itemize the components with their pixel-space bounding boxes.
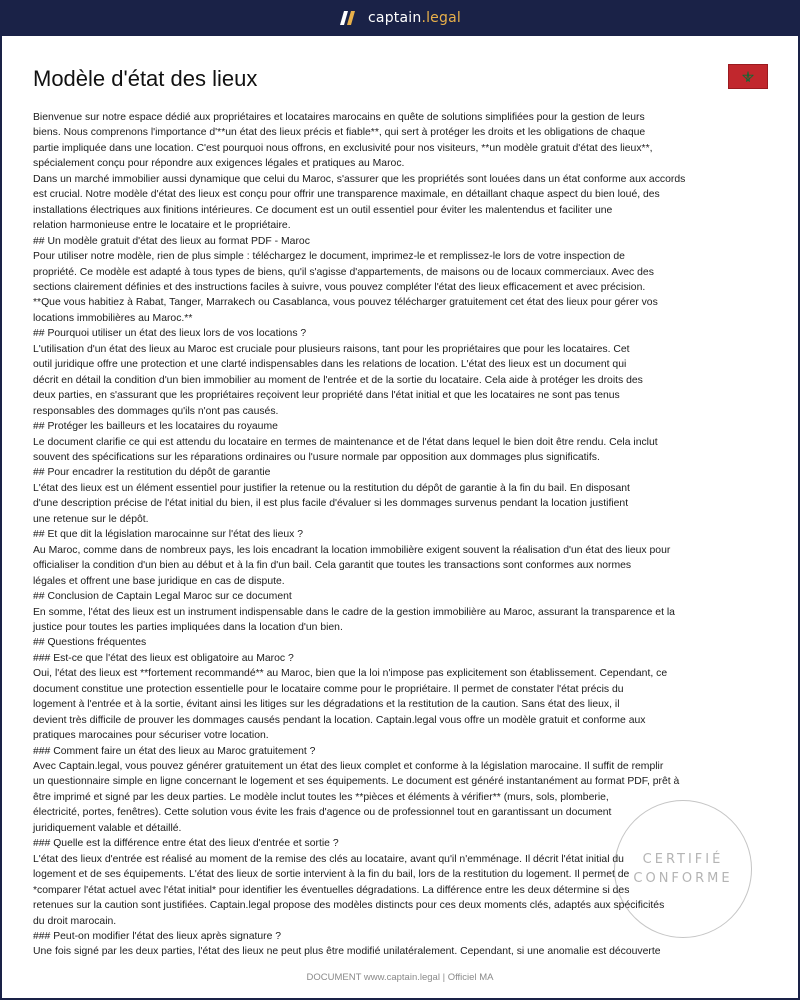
document-line: Le document clarifie ce qui est attendu du locataire en termes de maintenance et de l'état dans lequel le bien doit être rendu. Cela inclut xyxy=(33,436,658,448)
document-line: **Que vous habitiez à Rabat, Tanger, Marrakech ou Casablanca, vous pouvez télécharger gratuitement cet état des lieux pour gérer vos xyxy=(33,297,658,309)
document-line: L'état des lieux est un élément essentiel pour justifier la retenue ou la restitution du dépôt de garantie à la fin du bail. En disposant xyxy=(33,482,630,494)
document-line: d'une description précise de l'état initial du bien, il est plus facile d'évaluer si les dommages survenus pendant la location justifient xyxy=(33,498,629,510)
document-line: L'état des lieux d'entrée est réalisé au moment de la remise des clés au locataire, avant qu'il n'emménage. Il décrit l'état initial du xyxy=(33,853,624,865)
document-line: Dans un marché immobilier aussi dynamique que celui du Maroc, s'assurer que les propriétés sont louées dans un état conforme aux accords xyxy=(33,173,686,185)
document-line: deux parties, en s'assurant que les propriétaires reçoivent leur propriété dans l'état initial et que les locataires ne sont pas tenus xyxy=(33,390,620,402)
document-sheet xyxy=(2,36,798,998)
document-line: ## Questions fréquentes xyxy=(33,637,147,649)
document-body xyxy=(33,110,755,958)
document-line: une retenue sur le dépôt. xyxy=(33,513,149,525)
document-line: ### Quelle est la différence entre état des lieux d'entrée et sortie ? xyxy=(33,838,339,850)
document-line: outil juridique offre une protection et une clarté indispensables dans les relations de location. L'état des lieux est un document qui xyxy=(33,359,627,371)
document-line: L'utilisation d'un état des lieux au Maroc est cruciale pour plusieurs raisons, tant pour les propriétaires que pour les locataires. Cet xyxy=(33,343,630,355)
document-line: En somme, l'état des lieux est un instrument indispensable dans le cadre de la gestion immobilière au Maroc, assurant la transparence et la xyxy=(33,606,675,618)
flag-star-icon xyxy=(742,71,754,83)
document-line: électricité, portes, fenêtres). Cette solution vous évite les frais d'agence ou de professionnel tout en garantissant un document xyxy=(33,807,612,819)
document-line: retenues sur la caution sont justifiées. Captain.legal propose des modèles distincts pour ces deux moments clés, adaptés aux spécificités xyxy=(33,900,665,912)
document-line: ## Pour encadrer la restitution du dépôt de garantie xyxy=(33,467,271,479)
document-line: ### Peut-on modifier l'état des lieux après signature ? xyxy=(33,931,282,943)
stamp-line-1: CERTIFIÉ xyxy=(642,852,724,867)
document-line: logement à l'entrée et à la sortie, évitant ainsi les litiges sur les dégradations et la restitution de la caution. Sans état des lieux, il xyxy=(33,699,620,711)
document-line: spécialement conçu pour répondre aux exigences légales et pratiques au Maroc. xyxy=(33,158,405,170)
document-line: du droit marocain. xyxy=(33,915,117,927)
morocco-flag-icon xyxy=(728,64,768,89)
document-line: ### Est-ce que l'état des lieux est obligatoire au Maroc ? xyxy=(33,652,294,664)
document-line: décrit en détail la condition d'un bien immobilier au moment de l'entrée et de la sortie du locataire. Cela aide à protéger les droits des xyxy=(33,374,643,386)
document-line: Pour utiliser notre modèle, rien de plus simple : téléchargez le document, imprimez-le et remplissez-le lors de votre inspection de xyxy=(33,251,625,263)
document-line: relation harmonieuse entre le locataire et le propriétaire. xyxy=(33,220,291,232)
document-line: document constitue une protection essentielle pour le locataire comme pour le propriétaire. Il permet de constater l'état précis du xyxy=(33,683,624,695)
document-line: locations immobilières au Maroc.** xyxy=(33,312,193,324)
document-footer: DOCUMENT www.captain.legal | Officiel MA xyxy=(306,972,494,983)
document-line: Avec Captain.legal, vous pouvez générer gratuitement un état des lieux complet et conforme à la législation marocaine. Il suffit de remplir xyxy=(33,761,664,773)
document-line: Au Maroc, comme dans de nombreux pays, les lois encadrant la location immobilière exigent souvent la réalisation d'un état des lieux pour xyxy=(33,544,671,556)
document-line: Oui, l'état des lieux est **fortement recommandé** au Maroc, bien que la loi n'impose pas explicitement son établissement. Cependant, ce xyxy=(33,668,668,680)
document-line: Bienvenue sur notre espace dédié aux propriétaires et locataires marocains en quête de solutions simplifiées pour la gestion de leurs xyxy=(33,112,645,123)
document-line: propriété. Ce modèle est adapté à tous types de biens, qu'il s'agisse d'appartements, de maisons ou de locaux commerciaux. Avec des xyxy=(33,266,654,278)
document-line: logement et de ses équipements. L'état des lieux de sortie intervient à la fin du bail, lors de la restitution du logement. Il permet de xyxy=(33,869,630,881)
document-line: devient très difficile de prouver les dommages causés pendant la location. Captain.legal vous offre un modèle gratuit et conforme aux xyxy=(33,714,646,726)
document-line: *comparer l'état actuel avec l'état initial* pour identifier les éventuelles dégradations. La différence entre les deux détermine si des xyxy=(33,884,630,896)
brand[interactable] xyxy=(339,10,461,26)
document-line: est crucial. Notre modèle d'état des lieux est conçu pour offrir une transparence maximale, en détaillant chaque aspect du bien loué, des xyxy=(33,189,660,201)
document-line: biens. Nous comprenons l'importance d'**un état des lieux précis et fiable**, qui sert à protéger les droits et les obligations de chaque xyxy=(33,127,646,139)
document-line: un questionnaire simple en ligne concernant le logement et ses équipements. Le document est généré instantanément au format PDF, prêt à xyxy=(33,776,680,788)
document-line: officialiser la condition d'un bien au début et à la fin d'un bail. Cela garantit que toutes les transactions sont conformes aux normes xyxy=(33,560,632,572)
document-line: légales et offrent une base juridique en cas de dispute. xyxy=(33,575,285,587)
document-line: ## Et que dit la législation marocainne sur l'état des lieux ? xyxy=(33,529,303,541)
document-line: pratiques marocaines pour sécuriser votre location. xyxy=(33,730,269,742)
document-line: ### Comment faire un état des lieux au Maroc gratuitement ? xyxy=(33,745,316,757)
document-line: ## Protéger les bailleurs et les locataires du royaume xyxy=(33,421,278,433)
document-title: Modèle d'état des lieux xyxy=(33,66,258,91)
document-line: souvent des spécifications sur les réparations ordinaires ou l'usure normale par opposition aux dommages plus significatifs. xyxy=(33,451,600,463)
document-line: Une fois signé par les deux parties, l'état des lieux ne peut plus être modifié unilatéralement. Cependant, si une anomalie est découverte xyxy=(33,946,661,958)
double-slash-logo-icon xyxy=(339,10,359,26)
document-line: ## Pourquoi utiliser un état des lieux lors de vos locations ? xyxy=(33,328,307,340)
document-line: ## Un modèle gratuit d'état des lieux au format PDF - Maroc xyxy=(33,235,310,247)
top-bar xyxy=(0,0,800,36)
document-line: justice pour toutes les parties impliquées dans la location d'un bien. xyxy=(33,621,343,633)
document-line: être imprimé et signé par les deux parties. Le modèle inclut toutes les **pièces et éléments à vérifier** (murs, sols, plomberie, xyxy=(33,791,609,803)
stamp-line-2: CONFORME xyxy=(633,871,733,886)
document-line: partie impliquée dans une location. C'est pourquoi nous offrons, en exclusivité pour nos visiteurs, **un modèle gratuit d'état des lieux**, xyxy=(33,142,653,154)
document-line: sections clairement définies et des instructions faciles à suivre, vous pouvez compléter l'état des lieux efficacement et avec précision. xyxy=(33,281,646,293)
brand-name: captain.legal xyxy=(368,10,461,26)
document-line: installations électriques aux finitions intérieures. Ce document est un outil essentiel pour éviter les malentendus et faciliter une xyxy=(33,204,613,216)
document-line: juridiquement valable et détaillé. xyxy=(33,822,182,834)
document-line: responsables des dommages qu'ils n'ont pas causés. xyxy=(33,405,279,417)
document-line: ## Conclusion de Captain Legal Maroc sur ce document xyxy=(33,591,292,603)
